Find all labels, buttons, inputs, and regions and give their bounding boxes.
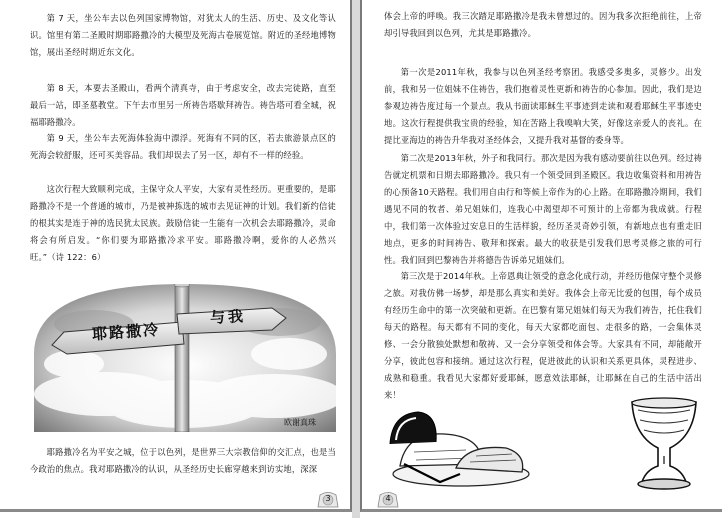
paragraph-calling: 体会上帝的呼唤。我三次踏足耶路撒冷是我未曾想过的。因为我多次拒绝前往，上帝却引导我回到以色列，尤其是耶路撒冷。 <box>384 11 702 38</box>
left-page <box>0 0 352 512</box>
page-number: 4 <box>385 494 391 503</box>
paragraph-second-trip: 第二次是2013年秋，外子和我同行。那次是因为我有感动要前往以色列。经过祷告就定机票和日期去耶路撒冷。我只有一个领受回到圣殿区。我边收集资料和用祷告的心预备10天路程。我们用自由行和等候上帝作为的心上路。在耶路撒冷期间，我们遇见不同的牧者、弟兄姐妹们，连我心中渴望却不可预计的上帝都为我成就。行程中，我们第一次体验过安息日的生活样貌，经历圣灵奇妙引领，有新地点也有重走旧地点，更多的时间祷告、敬拜和探索。最大的收获是引发我们思考灵修之旅的可行性。我们回到巴黎祷告并将德告告诉弟兄姐妹们。 <box>384 153 702 265</box>
right-page <box>360 0 722 512</box>
paragraph-summary: 这次行程大致顺利完成，主保守众人平安，大家有灵性经历。更重要的，是耶路撒冷不是一个普通的城市，乃是被神拣选的城市去见证神的计划。我们新约信徒的根其实是连于神的选民犹太民族。鼓励信徒一生能有一次机会去耶路撒冷，灵命将会有所启发。“你们要为耶路撒冷求平安。耶路撒冷啊，爱你的人必然兴旺。”（诗 122：6） <box>30 184 336 262</box>
signpost-image <box>34 284 336 432</box>
chalice-icon <box>624 396 704 494</box>
paragraph-jerusalem-intro: 耶路撒冷名为平安之城，位于以色列，是世界三大宗教信仰的交汇点，也是当今政治的焦点。我对耶路撒冷的认识，从圣经历史长廊穿越来到访实地，深深 <box>30 447 336 474</box>
paragraph-day-9: 第 9 天，坐公车去死海体验海中漂浮。死海有不同的区，若去旅游景点区的死海会较舒服，还可买美容品。我们却误去了另一区，却有不一样的经验。 <box>30 133 336 160</box>
paragraph-first-trip: 第一次是2011年秋，我参与以色列圣经考察团。我感受多奥多，灵修少。出发前，我和另一位姐妹不住祷告，我们抱着灵性更新和祷告的心参加。因此，我们是边参观边祷告度过每一个景点。我从书面读耶稣生平事迹到走读和观看耶稣生平事迹史地。这次行程提供我宝贵的经验，知在苦路上我嗅响大笑，好像这亲爱人的丧礼。在提比亚海边的祷告升华我对圣经体会，又提升我对基督的委身等。 <box>384 67 702 145</box>
sign-right-text: 与我 <box>209 307 247 327</box>
paragraph-third-trip: 第三次是于2014年秋。上帝恩典让领受的意念化成行动，并经历他保守整个灵修之旅。对我仿佛一场梦，却是那么真实和美好。我体会上帝无比爱的包围，每个成员有经历生命中的第一次突破和更新。在巴黎有第兄姐妹们每天为我们祷告，托住我们每天的路程。每天都有不同的变化，每天大家都吃面包、走很多的路，一会集体灵修、一会分散独处默想和敬祷、又一会分享领受和体会等。大家具有不同，却能敞开分享，彼此包容和接纳。通过这次行程，促进彼此的认识和关系更具体，灵程进步、成熟和稳重。我看见大家都好爱耶稣，愿意效法耶稣，让耶稣在自己的生活中活出来！ <box>384 271 702 400</box>
page-gutter <box>352 0 360 518</box>
paragraph-day-8: 第 8 天，本要去圣殿山，看两个清真寺，由于考虑安全，改去完徒路，直至最后一站，即圣墓教堂。下午去市里另一所祷告塔歇拜祷告。祷告塔可看全城，祝福耶路撒冷。 <box>30 83 336 127</box>
sign-left-text: 耶路撒冷 <box>91 320 161 344</box>
page-number-badge <box>314 491 342 509</box>
page-number: 3 <box>325 494 331 503</box>
bread-and-wine-icon <box>386 404 536 490</box>
paragraph-day-7: 第 7 天，坐公车去以色列国家博物馆，对犹太人的生活、历史、及文化等认识。馆里有第二圣殿时期耶路撒冷的大模型及死海古卷展览馆。附近的圣经地博物馆，展出圣经时期近东文化。 <box>30 13 336 57</box>
jerusalem-signpost-illustration <box>34 284 336 432</box>
page-number-badge <box>374 491 402 509</box>
illustration-caption: 欧谢真珠 <box>284 418 316 427</box>
